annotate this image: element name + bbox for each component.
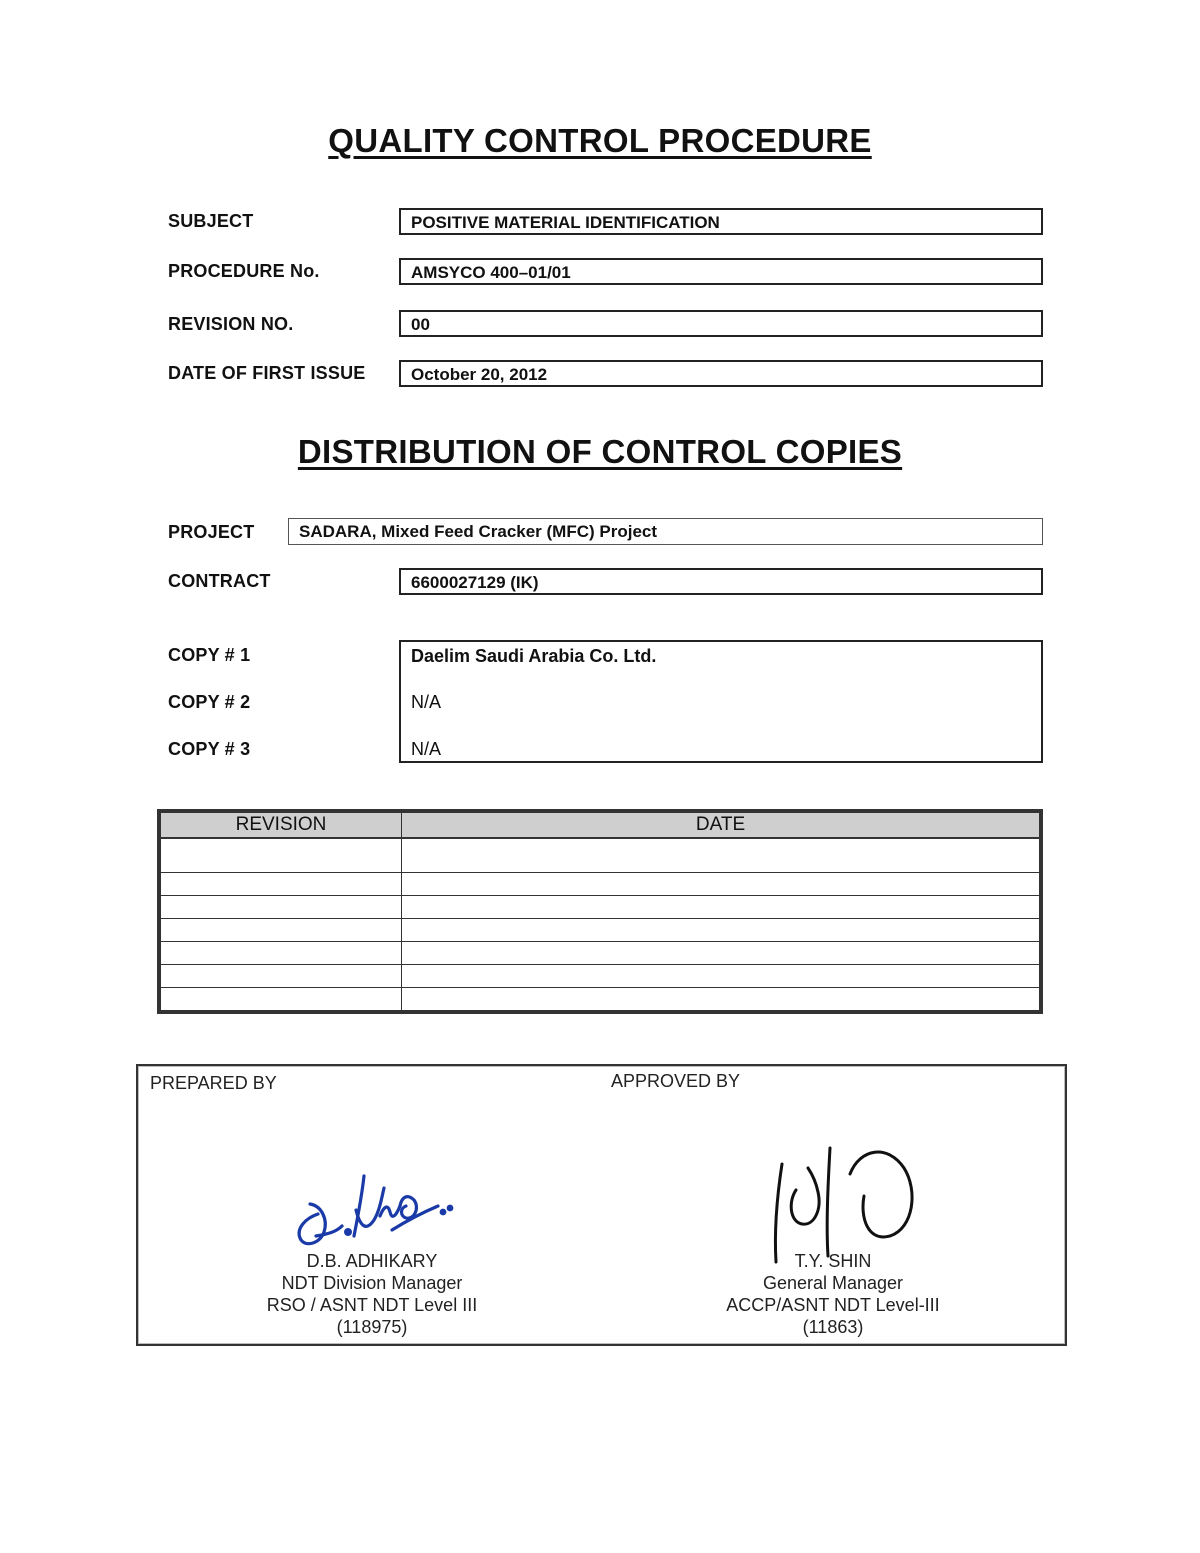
date-cell	[402, 896, 1040, 919]
date-cell	[402, 873, 1040, 896]
date-cell	[402, 965, 1040, 988]
preparer-info	[242, 1250, 502, 1338]
copy-2-label: COPY # 2	[168, 692, 251, 712]
signature-box	[136, 1064, 1067, 1346]
table-row	[161, 988, 1040, 1011]
distribution-title: DISTRIBUTION OF CONTROL COPIES	[297, 433, 903, 470]
prepared-by-label: PREPARED BY	[150, 1073, 277, 1093]
revision-cell	[161, 988, 402, 1011]
project-label: PROJECT	[168, 522, 255, 542]
table-row	[161, 838, 1040, 873]
revision-cell	[161, 896, 402, 919]
copies-box	[399, 640, 1043, 763]
date-cell	[402, 988, 1040, 1011]
contract-field: 6600027129 (IK)	[399, 568, 1043, 595]
copy-3-label: COPY # 3	[168, 739, 251, 759]
preparer-qualification: RSO / ASNT NDT Level III	[266, 1295, 478, 1315]
revision-cell	[161, 919, 402, 942]
date-cell	[402, 919, 1040, 942]
table-row	[161, 873, 1040, 896]
project-field: SADARA, Mixed Feed Cracker (MFC) Project	[288, 518, 1043, 545]
table-row	[161, 965, 1040, 988]
revision-cell	[161, 838, 402, 873]
preparer-signature	[288, 1166, 458, 1256]
approver-title: General Manager	[762, 1273, 904, 1293]
contract-label: CONTRACT	[168, 571, 271, 591]
revision-cell	[161, 965, 402, 988]
revision-cell	[161, 942, 402, 965]
revision-table	[157, 809, 1043, 1014]
page-title: QUALITY CONTROL PROCEDURE	[328, 122, 872, 159]
date-cell	[402, 838, 1040, 873]
date-column-header: DATE	[402, 813, 1040, 839]
approver-qualification: ACCP/ASNT NDT Level-III	[726, 1295, 940, 1315]
approved-by-label: APPROVED BY	[611, 1071, 741, 1091]
revision-no-field: 00	[399, 310, 1043, 337]
date-first-issue-label: DATE OF FIRST ISSUE	[168, 363, 366, 383]
subject-field: POSITIVE MATERIAL IDENTIFICATION	[399, 208, 1043, 235]
table-row	[161, 942, 1040, 965]
revision-no-label: REVISION NO.	[168, 314, 294, 334]
preparer-title: NDT Division Manager	[281, 1273, 463, 1293]
procedure-no-label: PROCEDURE No.	[168, 261, 320, 281]
revision-column-header: REVISION	[161, 813, 402, 839]
preparer-id: (118975)	[336, 1317, 408, 1337]
copy-1-label: COPY # 1	[168, 645, 251, 665]
copy-1-value: Daelim Saudi Arabia Co. Ltd.	[411, 646, 657, 666]
approver-id: (11863)	[802, 1317, 864, 1337]
date-first-issue-field: October 20, 2012	[399, 360, 1043, 387]
copy-2-value: N/A	[411, 692, 442, 712]
subject-label: SUBJECT	[168, 211, 254, 231]
revision-cell	[161, 873, 402, 896]
approver-info	[703, 1250, 963, 1338]
date-cell	[402, 942, 1040, 965]
approver-name: T.Y. SHIN	[794, 1251, 872, 1271]
procedure-no-field: AMSYCO 400–01/01	[399, 258, 1043, 285]
approver-signature	[768, 1144, 928, 1264]
copy-3-value: N/A	[411, 739, 442, 759]
preparer-name: D.B. ADHIKARY	[306, 1251, 438, 1271]
table-row	[161, 896, 1040, 919]
table-row	[161, 919, 1040, 942]
